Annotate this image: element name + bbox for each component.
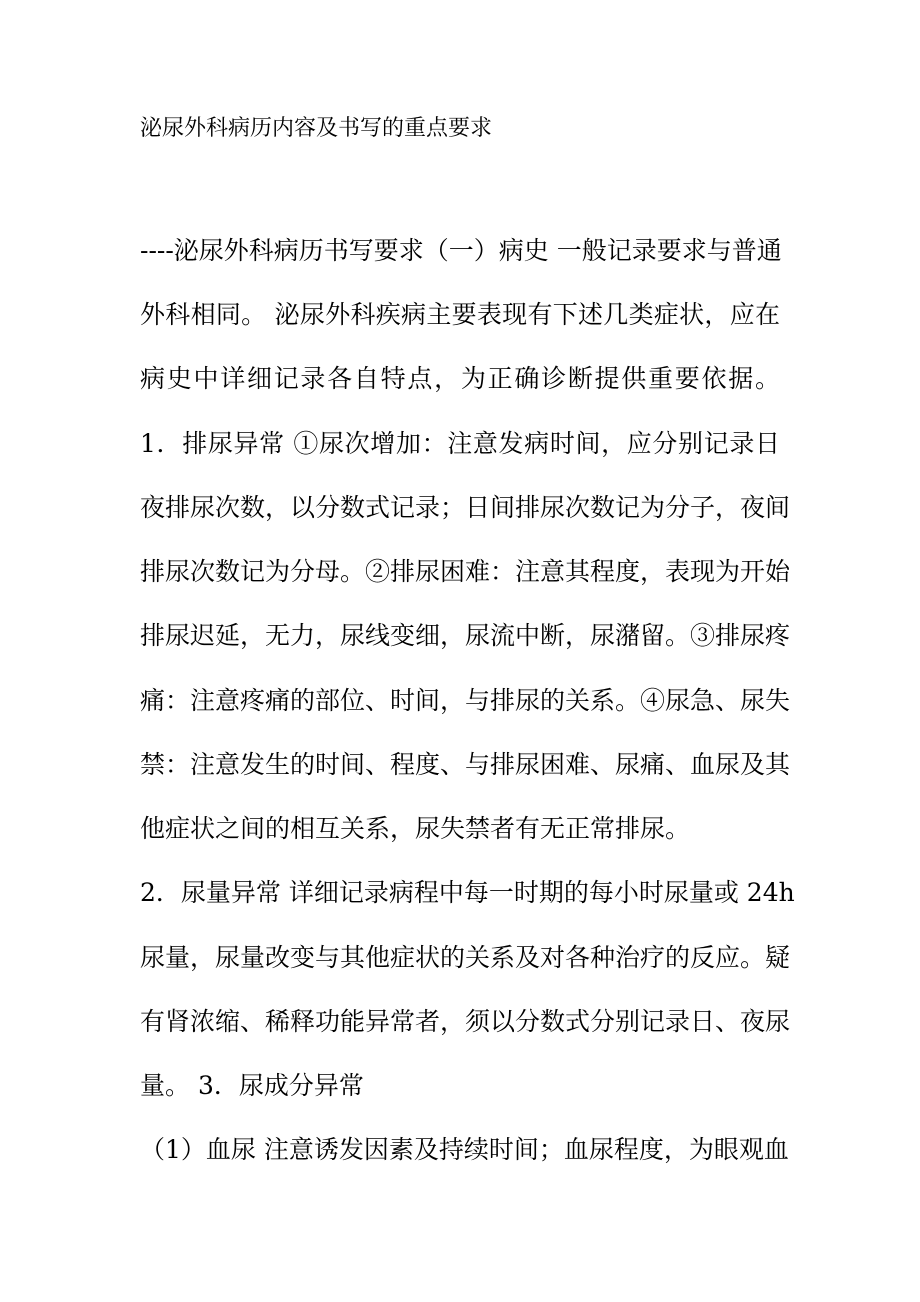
body-line-5: 夜排尿次数，以分数式记录；日间排尿次数记为分子，夜间 — [140, 493, 791, 522]
body-line-2: 外科相同。 泌尿外科疾病主要表现有下述几类症状，应在 — [140, 300, 780, 329]
body-line-11: 2．尿量异常 详细记录病程中每一时期的每小时尿量或 24h — [140, 878, 795, 907]
body-line-8: 痛：注意疼痛的部位、时间，与排尿的关系。④尿急、尿失 — [140, 686, 791, 715]
body-line-1: ----泌尿外科病历书写要求（一）病史 一般记录要求与普通 — [140, 236, 782, 265]
body-line-6: 排尿次数记为分母。②排尿困难：注意其程度，表现为开始 — [140, 557, 791, 586]
body-line-14: 量。 3．尿成分异常 — [140, 1071, 364, 1100]
body-line-7: 排尿迟延，无力，尿线变细，尿流中断，尿潴留。③排尿疼 — [140, 621, 791, 650]
body-line-9: 禁：注意发生的时间、程度、与排尿困难、尿痛、血尿及其 — [140, 750, 791, 779]
document-title: 泌尿外科病历内容及书写的重点要求 — [140, 116, 493, 141]
body-line-15: （1）血尿 注意诱发因素及持续时间；血尿程度，为眼观血 — [140, 1135, 789, 1164]
body-line-4: 1．排尿异常 ①尿次增加：注意发病时间，应分别记录日 — [140, 429, 780, 458]
body-line-13: 有肾浓缩、稀释功能异常者，须以分数式分别记录日、夜尿 — [140, 1007, 791, 1036]
body-line-3: 病史中详细记录各自特点，为正确诊断提供重要依据。 — [140, 364, 780, 393]
body-line-12: 尿量，尿量改变与其他症状的关系及对各种治疗的反应。疑 — [140, 943, 791, 972]
body-line-10: 他症状之间的相互关系，尿失禁者有无正常排尿。 — [140, 814, 691, 843]
